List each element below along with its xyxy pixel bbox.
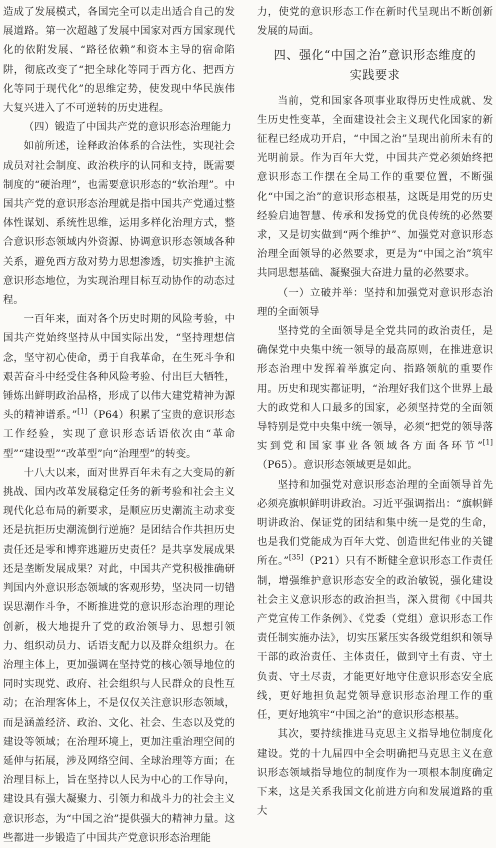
citation-marker: [1] [482,438,493,447]
paragraph-century-text: 一百年来，面对各个历史时期的风险考验，中国共产党始终坚持从中国实际出发，“坚持理想信念，坚守初心使命，勇于自我革命，在生死斗争和艰苦奋斗中经受住各种风险考验、付出巨大牺牲，锤炼出鲜明政治品格，形成了以伟大建党精神为源头的精神谱系。” [3,313,235,422]
paragraph-leadership-text-tail: （P65）。意识形态领域更是如此。 [257,459,418,472]
paragraph-leadership [257,322,493,476]
paragraph-intro-continued: 造成了发展模式，各国完全可以走出适合自己的发展道路。第一次超越了发展中国家对西方国家现代化的依附发展、“路径依赖”和资本主导的宿命陷阱，彻底改变了“把全球化等同于西方化、把西方化等同于现代化”的思维定势，使发现中华民族伟大复兴进入了不可逆转的历史进程。 [3,6,235,115]
paragraph-leadership-text: 坚持党的全面领导是全党共同的政治责任，是确保党中央集中统一领导的最高原则，在推进意识形态治理中发挥着举旗定向、指路领航的重要作用。历史和现实都证明，“治理好我们这个世界上最大的政党和人口最多的国家，必须坚持党的全面领导特别是党中央集中统一领导，必须“把党的领导落实到党和国家事业各领域各方面各环节” [257,325,493,453]
paragraph-banner-text-tail: （P21）只有不断健全意识形态工作责任制，增强维护意识形态安全的政治敏锐，强化建设社会主义意识形态的政治担当，深入贯彻《中国共产党宣传工作条例》、《党委（党组）意识形态工作责任制实施办法》，切实压紧压实各级党组织和领导干部的政治责任、主体责任，做到守土有责、守土负责、守土尽责，才能更好地守住意识形态安全底线，更好地担负起党领导意识形态治理工作的重任，更好地筑牢“中国之治”的意识形态根基。 [257,555,493,722]
right-column [257,3,493,821]
paragraph-force-continued: 力，使党的意识形态工作在新时代呈现出不断创新发展的局面。 [257,6,493,38]
paragraph-banner-text: 坚持和加强党对意识形态治理的全面领导首先必须亮旗帜鲜明讲政治。习近平强调指出：“旗帜鲜明讲政治、保证党的团结和集中统一是党的生命，也是我们党能成为百年大党、创造世纪伟业的关键所在。” [257,478,493,568]
left-column [3,3,235,848]
paragraph-banner [257,476,493,726]
section-heading-line-1: 四、强化“中国之治”意识形态维度的 [273,48,477,63]
citation-marker: [1] [77,407,88,416]
section-heading-line-2: 实践要求 [349,68,401,82]
paragraph-eighteenth-congress: 十八大以来，面对世界百年未有之大变局的新挑战、国内改革发展稳定任务的新考验和社会主义现代化总布局的新要求，是顺应历史潮流主动求变还是抗拒历史潮流倒行逆施？是团结合作共担历史责任还是零和博弈逃避历史责任？是共享发展成果还是垄断发展成果？对此，中国共产党积极推确研判国内外意识形态领域的客观形势，坚决同一切错误思潮作斗争，不断推进党的意识形态治理的理论创新，极大地提升了党的政治领导力、思想引领力、组织动员力、话语支配力以及群众组织力。在治理主体上，更加强调在坚持党的核心领导地位的同时实现党、政府、社会组织与人民群众的良性互动；在治理客体上，不是仅仅关注意识形态领域，而是涵盖经济、政治、文化、社会、生态以及党的建设等领域；在治理环境上，更加注重治理空间的延伸与拓展，涉及网络空间、全球治理等方面；在治理目标上，旨在坚持以人民为中心的工作导向，建设具有强大凝聚力、引领力和战斗力的社会主义意识形态，为“中国之治”提供强大的精神力量。这些都进一步锻造了中国共产党意识形态治理能 [3,466,235,844]
subsection-heading-1: （一）立破并举：坚持和加强党对意识形态治理的全面领导 [257,286,493,318]
citation-marker: [35] [288,554,304,563]
subsection-heading-4: （四）锻造了中国共产党的意识形态治理能力 [23,121,232,134]
paragraph-present: 当前，党和国家各项事业取得历史性成就、发生历史性变革，全面建设社会主义现代化国家的新征程已经成功开启，“中国之治”呈现出前所未有的光明前景。作为百年大党，中国共产党必须始终把意识形态工作摆在全局工作的重要位置，不断强化“中国之治”的意识形态根基，这既是用党的历史经验启迪智慧、传承和发扬党的优良传统的必然要求，又是切实做到“两个维护”、加强党对意识形态治理全面领导的必然要求，更是为“中国之治”筑牢共同思想基础、凝聚强大奋进力量的必然要求。 [257,94,493,280]
paragraph-century [3,310,235,464]
paragraph-marxism: 其次，要持续推进马克思主义指导地位制度化建设。党的十九届四中全会明确把马克思主义在意识形态领域指导地位的制度作为一项根本制度确定下来，这是关系我国文化前进方向和发展道路的重大 [257,728,493,818]
section-heading-4 [257,46,493,85]
paragraph-century-text-tail: （P64）积累了宝贵的意识形态工作经验，实现了意识形态话语依次由“革命型”“建设型”“改革型”向“治理型”的转变。 [3,409,236,460]
paragraph-governance: 如前所述，诠释政治体系的合法性，实现社会成员对社会制度、政治秩序的认同和支持，既需要制度的“硬治理”，也需要意识形态的“软治理”。中国共产党的意识形态治理就是指中国共产党通过整体性谋划、系统性思维，运用多样化治理方式，整合意识形态领域内外资源、协调意识形态领域各种关系，避免西方敌对势力思想渗透，切实推护主流意识形态地位，为实现治理目标互动协作的动态过程。 [3,140,235,307]
